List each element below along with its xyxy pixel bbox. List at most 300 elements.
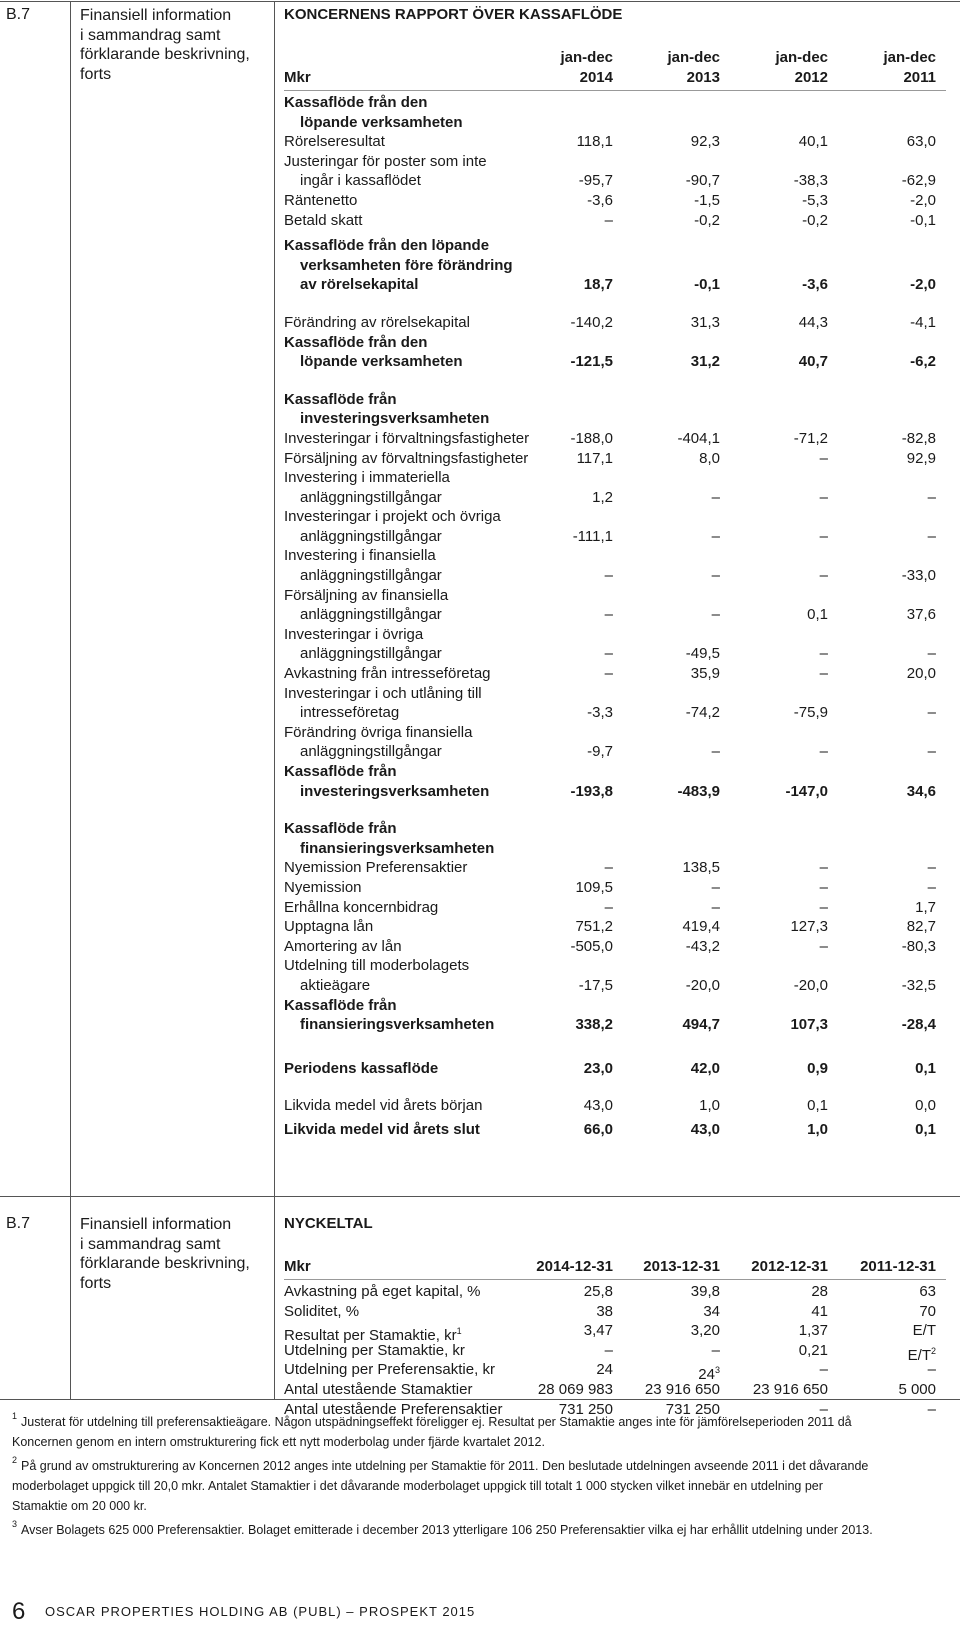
cell-text: -33,0	[901, 567, 936, 585]
cell-value	[723, 132, 828, 152]
cell-value	[615, 703, 720, 723]
section-rule	[0, 1196, 960, 1197]
cell-value	[831, 429, 936, 449]
unit-label: Mkr	[284, 1258, 311, 1275]
cell-text: 41	[811, 1302, 828, 1320]
cashflow-header	[284, 48, 946, 88]
cell-value	[723, 429, 828, 449]
cell-text: 1,7	[915, 898, 936, 916]
cell-text: 31,2	[690, 353, 720, 371]
cell-text: 107,3	[790, 1016, 828, 1034]
table-row	[284, 742, 946, 762]
row-label: Avkastning från intresseföretag	[284, 665, 491, 683]
cell-value	[831, 742, 936, 762]
cell-text: -62,9	[901, 172, 936, 190]
year-label: 2014	[579, 69, 613, 86]
row-label: anläggningstillgångar	[300, 488, 442, 506]
cell-text: 23,0	[583, 1059, 613, 1077]
cell-value	[615, 1341, 720, 1361]
cell-text: -111,1	[572, 527, 613, 545]
cell-value	[615, 742, 720, 762]
cell-text: 419,4	[682, 918, 720, 936]
cell-value	[723, 664, 828, 684]
table-row	[284, 333, 946, 353]
row-spacer	[284, 1035, 946, 1059]
cell-value	[831, 937, 936, 957]
table-row	[284, 937, 946, 957]
cell-value	[723, 191, 828, 211]
cell-value	[508, 898, 613, 918]
row-label: Likvida medel vid årets slut	[284, 1120, 480, 1138]
cell-value	[615, 664, 720, 684]
page-number: 6	[12, 1598, 27, 1625]
cell-value	[615, 171, 720, 191]
cell-text: -5,3	[802, 191, 828, 209]
bottom-rule	[0, 1399, 960, 1400]
row-label: intresseföretag	[300, 704, 400, 722]
cell-value	[508, 937, 613, 957]
row-label: Kassaflöde från	[284, 996, 397, 1014]
cell-text: 0,1	[915, 1120, 936, 1138]
table-row	[284, 507, 946, 527]
cell-value	[723, 211, 828, 231]
cell-value	[723, 937, 828, 957]
footnote-text: Stamaktie om 20 000 kr.	[12, 1499, 147, 1514]
cell-value	[508, 1321, 613, 1341]
footnote-text: moderbolaget uppgick till 20,0 mkr. Antalet Stamaktier i det dåvarande moderbolaget uppgick till totalt 1 000 stycken vilket innebär en utdelning per	[12, 1479, 823, 1494]
cell-value	[508, 858, 613, 878]
cell-value	[508, 191, 613, 211]
cell-text: -90,7	[685, 172, 720, 190]
cell-value	[615, 976, 720, 996]
cell-text: 127,3	[790, 918, 828, 936]
table-row	[284, 1015, 946, 1035]
table-row	[284, 1341, 946, 1364]
footnote-line	[12, 1452, 947, 1476]
table-row	[284, 352, 946, 372]
cell-text: -0,1	[694, 276, 720, 294]
section-number-2: B.7	[6, 1215, 31, 1232]
cell-value	[615, 1059, 720, 1079]
cell-value	[723, 644, 828, 664]
cell-value	[723, 605, 828, 625]
cell-value	[615, 566, 720, 586]
cell-value	[723, 1341, 828, 1361]
row-label: Investering i finansiella	[284, 547, 436, 565]
footnotes	[12, 1408, 947, 1540]
cell-text: -20,0	[685, 976, 720, 994]
cell-text: 3,47	[583, 1322, 613, 1340]
cell-text: -188,0	[570, 429, 613, 447]
cell-value	[508, 917, 613, 937]
section-description-2	[80, 1215, 280, 1293]
cell-text: 28	[811, 1283, 828, 1300]
section-description-line: Finansiell information	[80, 1216, 232, 1233]
row-label: Förändring övriga finansiella	[284, 723, 473, 741]
cell-text: 138,5	[682, 859, 720, 877]
cell-text: –	[604, 859, 613, 877]
cell-text: -404,1	[677, 429, 720, 447]
cell-value	[831, 1059, 936, 1079]
cell-text: -9,7	[587, 743, 613, 761]
row-label: Periodens kassaflöde	[284, 1059, 439, 1077]
cell-value	[723, 566, 828, 586]
cell-text: –	[819, 898, 828, 916]
cell-text: 0,21	[798, 1341, 828, 1359]
cell-value	[508, 1059, 613, 1079]
table-row	[284, 313, 946, 333]
cell-value	[831, 898, 936, 918]
cell-value	[723, 1282, 828, 1302]
table-row	[284, 839, 946, 859]
table-row	[284, 171, 946, 191]
row-label: Förändring av rörelsekapital	[284, 313, 470, 331]
cell-value	[723, 1015, 828, 1035]
cell-text: 40,7	[798, 353, 828, 371]
cell-text: –	[927, 1361, 936, 1379]
cell-value	[615, 878, 720, 898]
row-label: Kassaflöde från den	[284, 333, 428, 351]
year-label: 2013	[686, 69, 720, 86]
cell-value	[508, 782, 613, 802]
table-row	[284, 93, 946, 113]
header-row-top	[284, 48, 946, 68]
cell-value	[831, 1120, 936, 1140]
table-row	[284, 566, 946, 586]
cell-value	[615, 937, 720, 957]
footnote-line	[12, 1496, 947, 1516]
date-label: 2011-12-31	[860, 1258, 936, 1275]
cell-value	[615, 488, 720, 508]
cell-text: 731 250	[558, 1400, 613, 1418]
page-footer	[12, 1598, 475, 1626]
row-label: Nyemission	[284, 878, 362, 896]
footnote-line	[12, 1516, 947, 1540]
cell-text: 66,0	[583, 1120, 613, 1138]
cell-text: 0,9	[807, 1059, 828, 1077]
cell-value	[723, 1321, 828, 1341]
row-label: aktieägare	[300, 976, 371, 994]
cell-value	[508, 275, 613, 295]
cell-value	[615, 211, 720, 231]
cell-text: -147,0	[785, 782, 828, 800]
cell-text: –	[604, 211, 613, 229]
cell-value	[831, 976, 936, 996]
table-row	[284, 191, 946, 211]
cell-text: –	[711, 743, 720, 761]
row-label: Antal utestående Stamaktier	[284, 1380, 473, 1398]
cell-value	[508, 742, 613, 762]
cell-value	[723, 1096, 828, 1116]
cell-value	[508, 1096, 613, 1116]
cell-value	[508, 171, 613, 191]
row-label: Kassaflöde från	[284, 820, 397, 838]
cell-text: –	[927, 645, 936, 663]
cell-value	[831, 132, 936, 152]
cell-text: -3,6	[802, 276, 828, 294]
cell-value	[615, 1380, 720, 1400]
row-label: verksamheten före förändring	[300, 256, 513, 274]
table-row	[284, 211, 946, 231]
table-row	[284, 1059, 946, 1079]
cell-text: –	[927, 1400, 936, 1418]
cell-text: 1,37	[798, 1322, 828, 1340]
cell-text: –	[711, 878, 720, 896]
cell-text: –	[819, 449, 828, 467]
row-label: anläggningstillgångar	[300, 743, 442, 761]
cell-value	[615, 1120, 720, 1140]
cell-value	[508, 1302, 613, 1322]
cell-text: 20,0	[906, 665, 936, 683]
row-label: Kassaflöde från	[284, 763, 397, 780]
row-label: Försäljning av förvaltningsfastigheter	[284, 449, 529, 467]
cell-text: 23 916 650	[752, 1380, 828, 1398]
footnote-text: På grund av omstrukturering av Koncernen 2012 anges inte utdelning per Stamaktie för 2011. Den beslutade utdelningen avseende 2011 i det dåvarande	[21, 1459, 869, 1474]
row-label: löpande verksamheten	[300, 353, 463, 371]
cell-text: –	[819, 743, 828, 761]
table-row	[284, 762, 946, 782]
section-description-line: forts	[80, 65, 112, 83]
table-row	[284, 625, 946, 645]
table-row	[284, 917, 946, 937]
cell-value	[831, 782, 936, 802]
row-label: finansieringsverksamheten	[300, 1016, 495, 1034]
cell-value	[831, 275, 936, 295]
cell-text: –	[927, 488, 936, 506]
cell-value	[615, 275, 720, 295]
cell-value	[723, 527, 828, 547]
row-label: Investeringar i och utlåning till	[284, 684, 482, 702]
footnote-marker: 2	[930, 1345, 936, 1356]
top-rule	[0, 1, 960, 2]
cell-value	[723, 449, 828, 469]
period-label: jan-dec	[560, 49, 613, 66]
section-description-line: Finansiell information	[80, 7, 232, 24]
cell-text: –	[604, 645, 613, 663]
cell-text: 38	[596, 1302, 613, 1320]
cell-text: 3,20	[690, 1322, 720, 1340]
cell-text: –	[927, 743, 936, 761]
cell-text: -121,5	[570, 353, 613, 371]
row-label: anläggningstillgångar	[300, 645, 442, 663]
cell-text: 25,8	[583, 1283, 613, 1300]
row-label: Antal utestående Preferensaktier	[284, 1400, 503, 1418]
row-label: Investeringar i övriga	[284, 625, 424, 643]
cell-value	[723, 917, 828, 937]
period-label: jan-dec	[775, 49, 828, 66]
cell-text: 0,1	[807, 1097, 828, 1115]
cell-text: -3,3	[587, 704, 613, 722]
cell-value	[723, 313, 828, 333]
cell-text: 1,2	[592, 488, 613, 506]
cell-text: E/T	[907, 1346, 931, 1364]
cell-text: 0,1	[915, 1059, 936, 1077]
cell-text: –	[604, 606, 613, 624]
cell-value	[831, 1015, 936, 1035]
row-label: Investeringar i projekt och övriga	[284, 508, 501, 526]
footnote-text: Justerat för utdelning till preferensaktieägare. Någon utspädningseffekt föreligger ej. Resultat per Stamaktie anges inte för jämförelseperioden 2011 då	[21, 1415, 852, 1430]
cell-value	[723, 858, 828, 878]
cell-text: 31,3	[690, 313, 720, 331]
table-row	[284, 664, 946, 684]
cell-text: 109,5	[575, 878, 613, 896]
cell-value	[508, 488, 613, 508]
cell-text: –	[711, 488, 720, 506]
cell-text: 5 000	[898, 1380, 936, 1398]
column-divider-2	[274, 1, 275, 1399]
cell-text: -0,2	[694, 211, 720, 229]
cell-text: -95,7	[578, 172, 613, 190]
cell-text: -505,0	[570, 937, 613, 955]
cell-value	[723, 1380, 828, 1400]
footnote-marker: 1	[456, 1326, 462, 1337]
row-spacer	[284, 295, 946, 313]
cell-text: –	[819, 645, 828, 663]
cell-text: –	[711, 1341, 720, 1359]
table-row	[284, 449, 946, 469]
row-label: Räntenetto	[284, 191, 358, 209]
table-row	[284, 976, 946, 996]
cell-text: –	[819, 1361, 828, 1379]
cell-text: -28,4	[901, 1016, 936, 1034]
table-row	[284, 152, 946, 172]
footnote-number: 1	[12, 1411, 18, 1421]
cell-text: 40,1	[798, 133, 828, 151]
footnote-number: 3	[12, 1519, 18, 1530]
cell-value	[615, 527, 720, 547]
cell-value	[615, 898, 720, 918]
cell-value	[723, 742, 828, 762]
cell-value	[723, 782, 828, 802]
header-rule	[284, 90, 946, 91]
row-label: Upptagna lån	[284, 918, 374, 936]
period-label: jan-dec	[883, 49, 936, 66]
cell-text: -71,2	[793, 429, 828, 447]
cell-value	[831, 352, 936, 372]
cell-value	[723, 352, 828, 372]
cell-text: 70	[919, 1302, 936, 1320]
cell-text: 731 250	[665, 1400, 720, 1418]
cell-value	[508, 1282, 613, 1302]
cell-value	[831, 1380, 936, 1400]
table-row	[284, 1380, 946, 1400]
table-row	[284, 546, 946, 566]
row-label: Erhållna koncernbidrag	[284, 898, 439, 916]
row-label: Likvida medel vid årets början	[284, 1097, 483, 1115]
cell-text: –	[819, 527, 828, 545]
cell-text: 34	[703, 1302, 720, 1320]
cell-value	[831, 191, 936, 211]
cell-text: -193,8	[570, 782, 613, 800]
footnote-text: Koncernen genom en intern omstrukturering fick ett nytt moderbolag under fjärde kvartalet 2012.	[12, 1435, 545, 1450]
cell-value	[831, 664, 936, 684]
date-label: 2014-12-31	[536, 1258, 613, 1275]
cell-text: –	[819, 1400, 828, 1418]
cell-value	[508, 449, 613, 469]
section-description	[80, 6, 280, 84]
unit-label: Mkr	[284, 69, 311, 86]
cell-text: -32,5	[901, 976, 936, 994]
row-label: investeringsverksamheten	[300, 782, 490, 800]
table-row	[284, 1321, 946, 1345]
cell-value	[615, 352, 720, 372]
cell-text: 494,7	[682, 1016, 720, 1034]
cell-text: 1,0	[807, 1120, 828, 1138]
cell-text: -17,5	[578, 976, 613, 994]
cell-value	[508, 1341, 613, 1361]
footnote-marker: 3	[714, 1365, 720, 1376]
cell-text: -3,6	[587, 191, 613, 209]
row-label: Investeringar i förvaltningsfastigheter	[284, 429, 530, 447]
cell-text: –	[927, 527, 936, 545]
cell-text: 118,1	[576, 133, 613, 151]
table-row	[284, 703, 946, 723]
cell-value	[508, 1120, 613, 1140]
cell-value	[831, 1302, 936, 1322]
table-row	[284, 256, 946, 276]
nyckeltal-header	[284, 1257, 946, 1277]
cell-text: E/T	[912, 1322, 936, 1340]
cell-value	[615, 1096, 720, 1116]
row-label: anläggningstillgångar	[300, 527, 442, 545]
cell-value	[615, 858, 720, 878]
cell-text: –	[604, 1341, 613, 1359]
row-label: Nyemission Preferensaktier	[284, 859, 468, 877]
row-label: Investering i immateriella	[284, 469, 450, 487]
cell-value	[831, 488, 936, 508]
cell-value	[508, 1380, 613, 1400]
cell-value	[615, 782, 720, 802]
cell-text: 63	[919, 1283, 936, 1300]
cell-value	[508, 605, 613, 625]
row-label: investeringsverksamheten	[300, 410, 490, 428]
cell-value	[831, 313, 936, 333]
cell-value	[615, 449, 720, 469]
cell-text: 1,0	[699, 1097, 720, 1115]
table-row	[284, 275, 946, 295]
table-row	[284, 723, 946, 743]
row-label: Rörelseresultat	[284, 133, 385, 151]
cell-value	[831, 449, 936, 469]
cell-text: 92,9	[906, 449, 936, 467]
table-row	[284, 858, 946, 878]
row-label: löpande verksamheten	[300, 113, 463, 131]
footnote-line	[12, 1408, 947, 1432]
row-label: Amortering av lån	[284, 937, 402, 955]
table-row	[284, 1302, 946, 1322]
cell-value	[508, 664, 613, 684]
cell-value	[831, 171, 936, 191]
cell-text: –	[819, 859, 828, 877]
cell-value	[508, 211, 613, 231]
cashflow-title: KONCERNENS RAPPORT ÖVER KASSAFLÖDE	[284, 6, 623, 23]
cell-value	[615, 1282, 720, 1302]
table-row	[284, 409, 946, 429]
cashflow-table	[284, 93, 946, 1140]
cell-text: -75,9	[793, 704, 828, 722]
cell-value	[508, 527, 613, 547]
table-row	[284, 236, 946, 256]
cell-text: –	[819, 567, 828, 585]
cell-text: –	[927, 878, 936, 896]
column-divider-1	[70, 1, 71, 1399]
table-row	[284, 1120, 946, 1140]
cell-value	[831, 917, 936, 937]
cell-text: 39,8	[690, 1283, 720, 1300]
cell-value	[615, 429, 720, 449]
cell-value	[831, 858, 936, 878]
table-row	[284, 1282, 946, 1302]
